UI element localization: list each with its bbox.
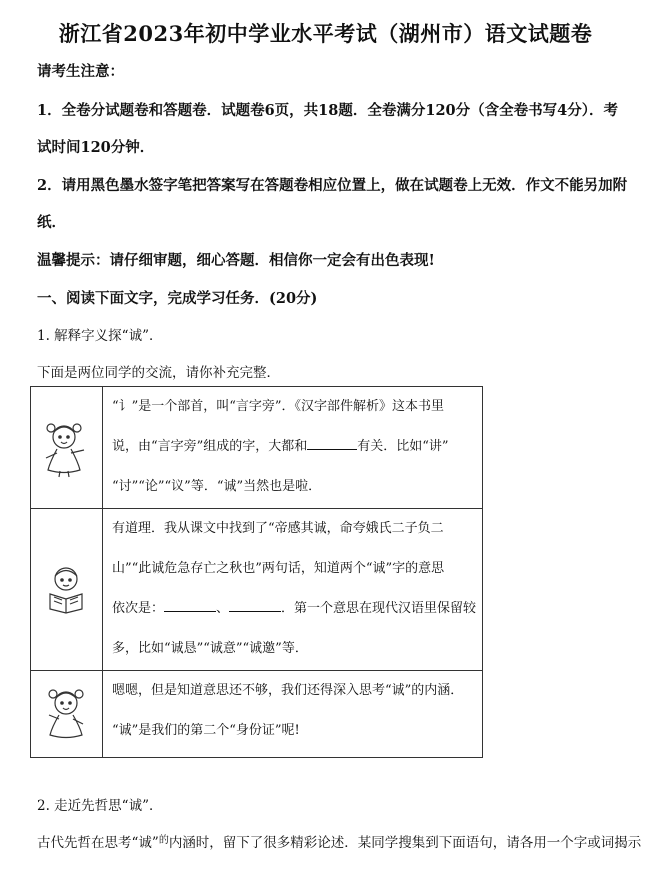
warm-tip: 温馨提示：请仔细审题，细心答题．相信你一定会有出色表现! (37, 252, 435, 269)
boy-reading-icon (40, 564, 92, 616)
dialog-text (102, 671, 482, 758)
dialog-line (112, 427, 476, 467)
dialog-text (102, 509, 482, 671)
girl-student-icon (40, 418, 92, 478)
dialog-text-segment: 、 (215, 601, 229, 616)
dialog-row (31, 509, 483, 671)
avatar-cell (31, 671, 103, 758)
dialog-line: 多，比如“诚恳”“诚意”“诚邀”等． (111, 641, 308, 656)
answer-blank[interactable] (164, 597, 216, 612)
dialog-line: “讠”是一个部首，叫“言字旁”．《汉字部件解析》这本书里 (111, 399, 445, 414)
dialog-line (112, 589, 476, 629)
dialog-text-segment: ．第一个意思在现代汉语里保留较 (280, 601, 476, 616)
dialog-row (31, 671, 483, 758)
notice-item-1-line-1: 1．全卷分试题卷和答题卷．试题卷6页，共18题．全卷满分120分（含全卷书写4分）．考 (37, 102, 618, 119)
notice-item-2-line-1: 2．请用黑色墨水签字笔把答案写在答题卷相应位置上，做在试题卷上无效．作文不能另加附 (37, 177, 628, 194)
notice-item-2-line-2: 纸． (37, 214, 66, 231)
dialog-text-segment: 说，由“言字旁”组成的字，大都和 (111, 439, 308, 454)
dialog-text-segment: 有关．比如“讲” (357, 439, 449, 454)
answer-blank[interactable] (307, 435, 357, 450)
dialog-line: 嗯嗯，但是知道意思还不够，我们还得深入思考“诚”的内涵． (111, 683, 464, 698)
question-2-text-segment: 古代先哲在思考“诚” (37, 835, 159, 851)
question-2-title: 2. 走近先哲思“诚”． (37, 798, 163, 814)
answer-blank[interactable] (229, 597, 281, 612)
question-2-text-sup: 的 (158, 835, 169, 846)
dialog-line: “诚”是我们的第二个“身份证”呢! (111, 723, 300, 738)
dialog-text-segment: 依次是： (111, 601, 164, 616)
dialog-line: “讨”“论”“议”等．“诚”当然也是啦． (111, 479, 322, 494)
girl-student-icon (41, 685, 91, 743)
question-2-text-segment: 内涵时，留下了很多精彩论述．某同学搜集到下面语句，请各用一个字或词揭示 (168, 835, 642, 851)
notice-item-1-line-2: 试时间120分钟． (37, 139, 155, 156)
question-1-intro: 下面是两位同学的交流，请你补充完整． (37, 365, 280, 381)
section-1-heading: 一、阅读下面文字，完成学习任务．(20分) (37, 290, 318, 307)
dialog-line: 有道理．我从课文中找到了“帝感其诚，命夸娥氏二子负二 (111, 521, 444, 536)
dialog-line: 山”“此诚危急存亡之秋也”两句话，知道两个“诚”字的意思 (111, 561, 445, 576)
question-1-title: 1. 解释字义探“诚”． (37, 328, 163, 344)
question-2-text (37, 831, 641, 851)
avatar-cell (31, 387, 103, 509)
avatar-cell (31, 509, 103, 671)
dialog-text (102, 387, 482, 509)
dialog-table (30, 386, 483, 758)
notice-heading: 请考生注意： (37, 63, 124, 80)
dialog-row (31, 387, 483, 509)
page-title: 浙江省2023年初中学业水平考试（湖州市）语文试题卷 (58, 21, 593, 46)
